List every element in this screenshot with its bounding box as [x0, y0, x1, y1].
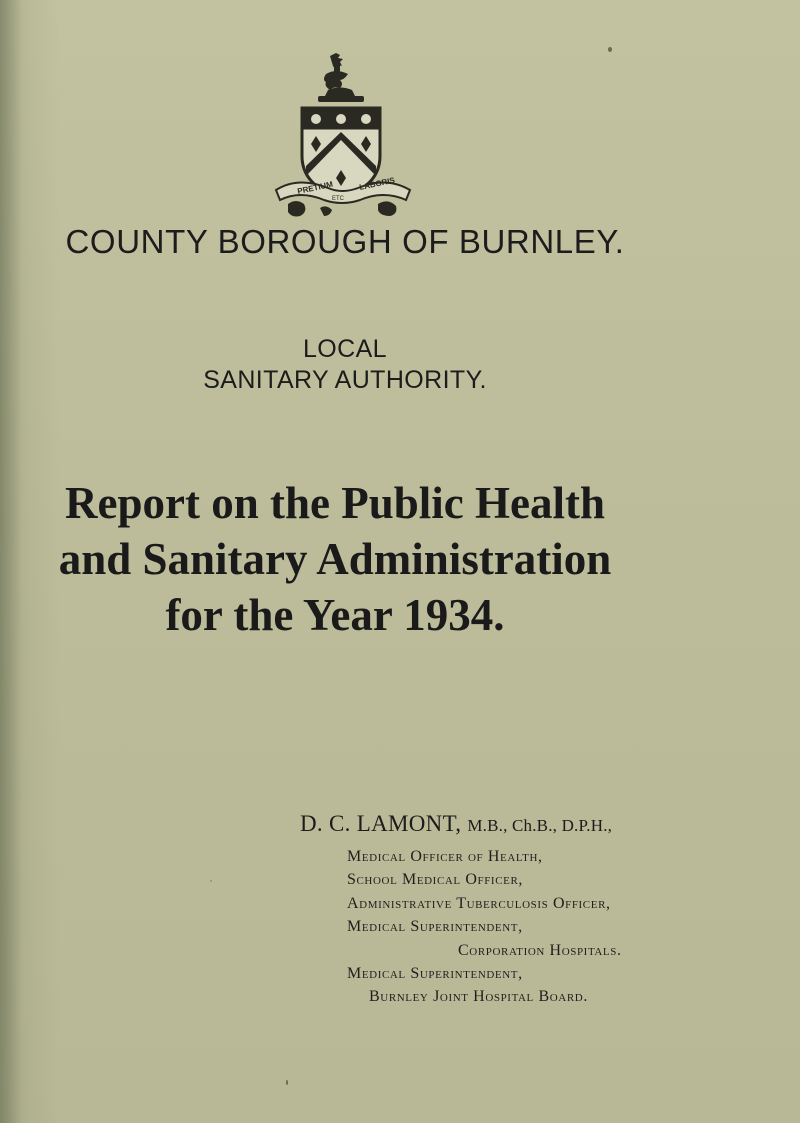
- author-line: [300, 811, 612, 837]
- role-line: Administrative Tuberculosis Officer,: [347, 894, 611, 912]
- paper-speck: [210, 880, 212, 882]
- burnley-coat-of-arms: [268, 48, 416, 220]
- county-borough-title: COUNTY BOROUGH OF BURNLEY.: [65, 223, 625, 260]
- report-title-line-1: Report on the Public Health: [65, 478, 605, 528]
- role-line: Corporation Hospitals.: [458, 941, 622, 959]
- role-line: Medical Officer of Health,: [347, 848, 543, 865]
- author-roles: [347, 845, 622, 1009]
- role-line: Medical Superintendent,: [347, 918, 523, 936]
- motto-right: LABORIS: [358, 175, 396, 192]
- report-title-line-2: and Sanitary Administration: [58, 534, 612, 584]
- motto-middle: ETC: [332, 196, 344, 202]
- authority-line-2: SANITARY AUTHORITY.: [203, 366, 487, 394]
- role-line: Medical Superintendent,: [347, 965, 523, 983]
- paper-speck: [608, 47, 612, 52]
- report-title-line-3: for the Year 1934.: [165, 590, 505, 640]
- author-degrees: M.B., Ch.B., D.P.H.,: [467, 816, 613, 835]
- paper-speck: [286, 1080, 288, 1085]
- author-name: D. C. LAMONT,: [300, 811, 462, 836]
- authority-line-1: LOCAL: [303, 335, 387, 363]
- authority-heading: [0, 334, 690, 396]
- role-line: Burnley Joint Hospital Board.: [369, 988, 588, 1006]
- report-title: [0, 475, 670, 643]
- motto-left: PRETIUM: [296, 179, 334, 196]
- role-line: School Medical Officer,: [347, 871, 523, 889]
